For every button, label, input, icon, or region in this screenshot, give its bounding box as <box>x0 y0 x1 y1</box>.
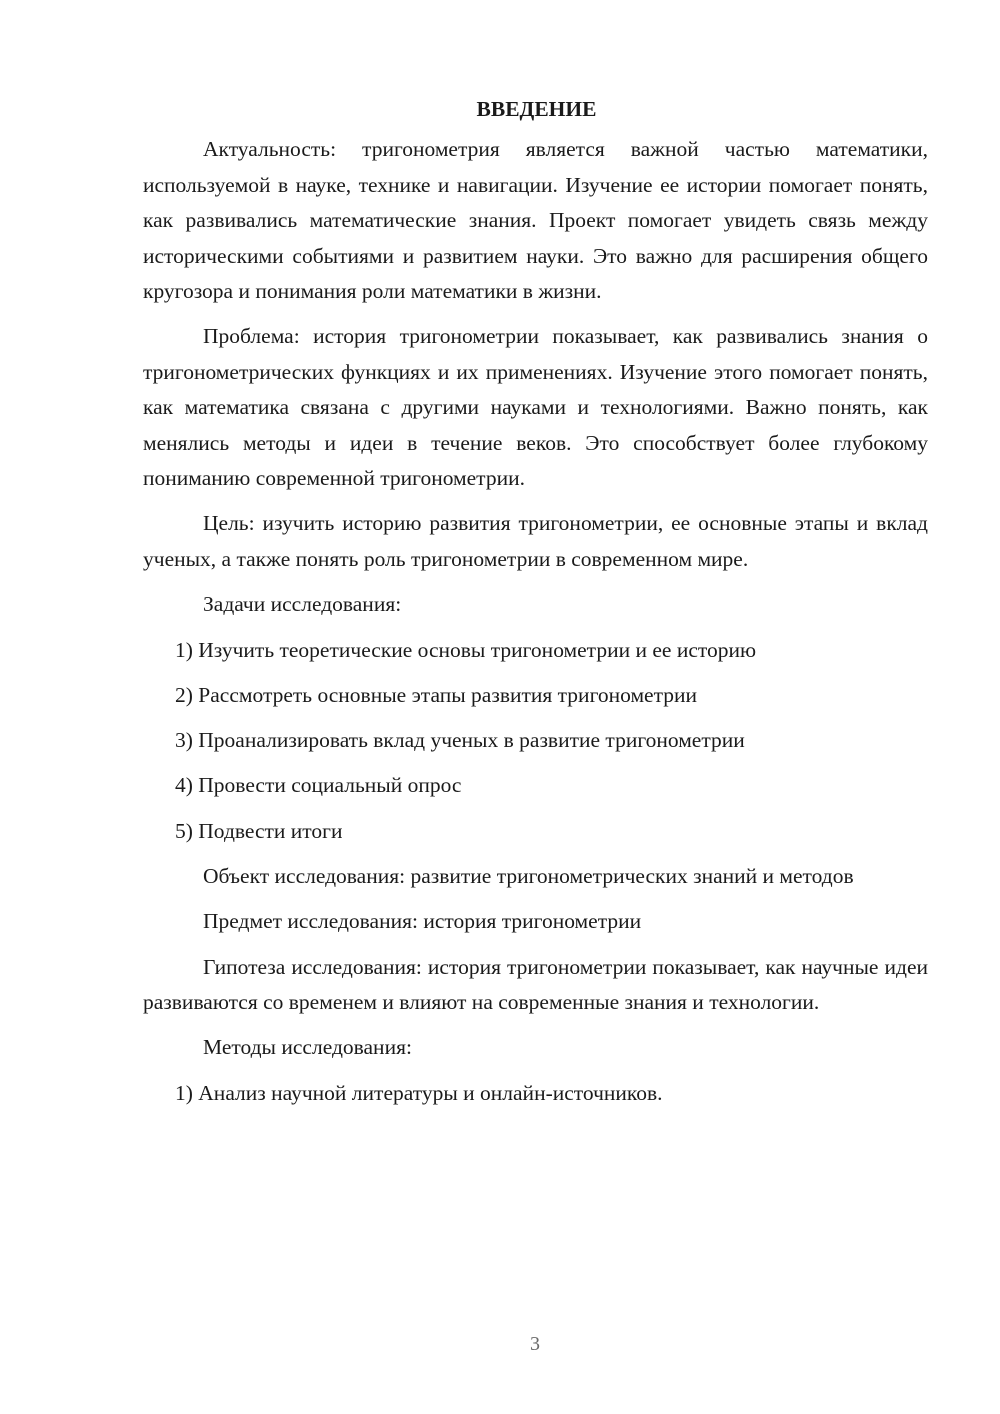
page-number: 3 <box>530 1333 540 1355</box>
list-item: 1) Изучить теоретические основы тригонометрии и ее историю <box>175 637 757 662</box>
methods-list <box>143 1076 928 1111</box>
tasks-heading: Задачи исследования: <box>203 592 402 617</box>
list-item: 5) Подвести итоги <box>175 818 343 843</box>
methods-heading: Методы исследования: <box>203 1035 412 1060</box>
list-item: 2) Рассмотреть основные этапы развития тригонометрии <box>175 682 698 707</box>
object-paragraph: Объект исследования: развитие тригонометрических знаний и методов <box>203 863 854 888</box>
page-content <box>143 92 928 1121</box>
subject-paragraph: Предмет исследования: история тригонометрии <box>203 909 642 934</box>
section-title: ВВЕДЕНИЕ <box>476 97 597 121</box>
list-item: 3) Проанализировать вклад ученых в развитие тригонометрии <box>175 728 745 753</box>
list-item: 4) Провести социальный опрос <box>175 773 462 798</box>
list-item: 1) Анализ научной литературы и онлайн-источников. <box>175 1080 663 1105</box>
goal-paragraph: Цель: изучить историю развития тригонометрии, ее основные этапы и вклад ученых, а также понять роль тригонометрии в современном мире. <box>143 511 928 571</box>
tasks-list <box>143 633 928 849</box>
relevance-paragraph: Актуальность: тригонометрия является важной частью математики, используемой в науке, технике и навигации. Изучение ее истории помогает понять, как развивались математические знания. Проект помогает увидеть связь между историческими событиями и развитием науки. Это важно для расширения общего кругозора и понимания роли математики в жизни. <box>143 137 928 304</box>
hypothesis-paragraph: Гипотеза исследования: история тригонометрии показывает, как научные идеи развиваются со временем и влияют на современные знания и технологии. <box>143 954 928 1014</box>
problem-paragraph: Проблема: история тригонометрии показывает, как развивались знания о тригонометрических функциях и их применениях. Изучение этого помогает понять, как математика связана с другими науками и технологиями. Важно понять, как менялись методы и идеи в течение веков. Это способствует более глубокому пониманию современной тригонометрии. <box>143 324 928 491</box>
